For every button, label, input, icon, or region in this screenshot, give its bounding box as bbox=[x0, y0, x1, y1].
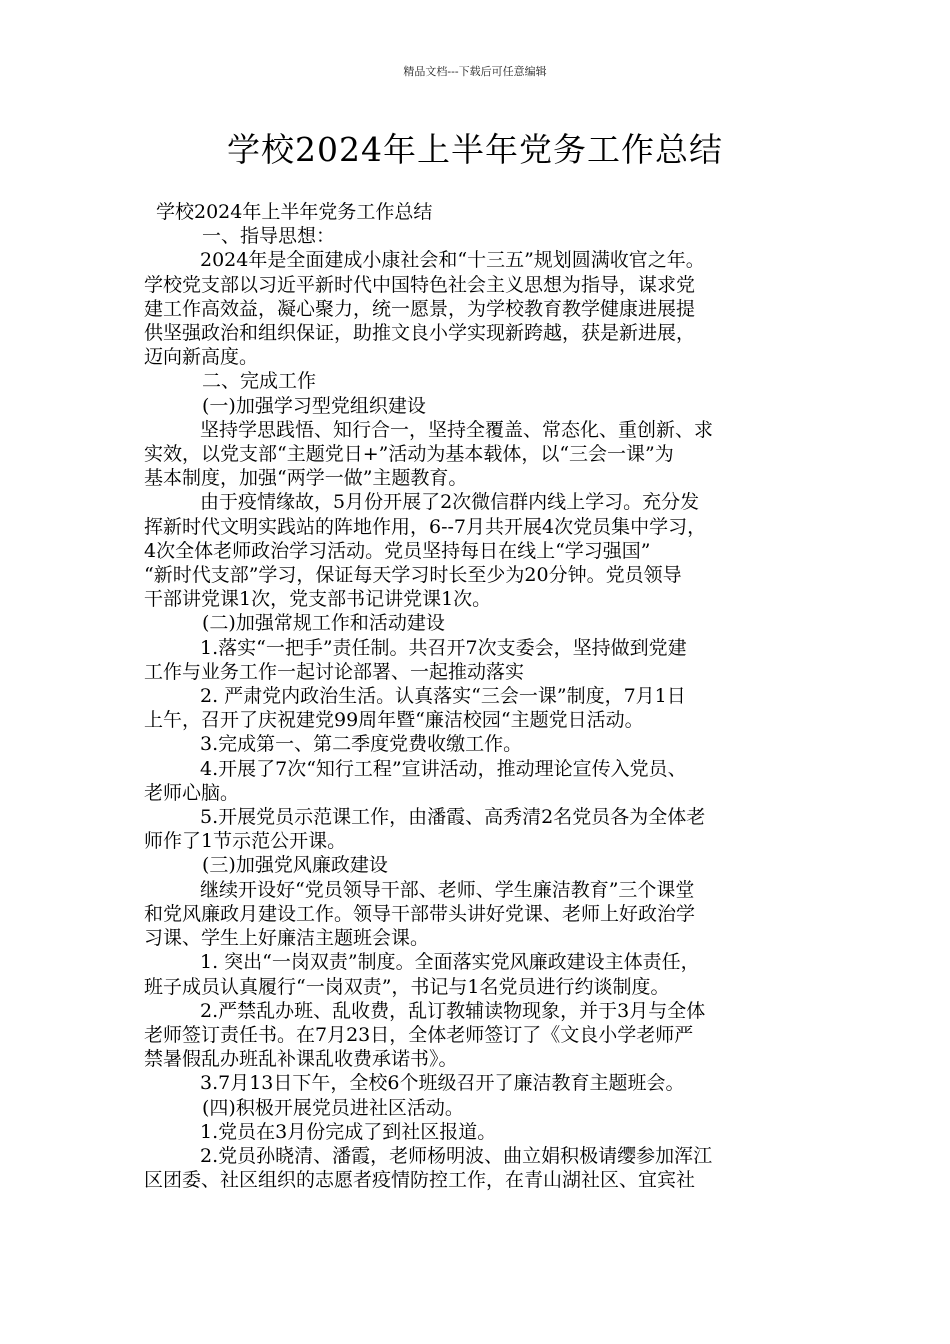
text-line: 干部讲党课1次，党支部书记讲党课1次。 bbox=[144, 588, 492, 611]
text-line: 坚持学思践悟、知行合一，坚持全覆盖、常态化、重创新、求 bbox=[200, 418, 714, 441]
text-line: 习课、学生上好廉洁主题班会课。 bbox=[144, 927, 430, 950]
text-line: 2. 严肃党内政治生活。认真落实“三会一课”制度，7月1日 bbox=[200, 685, 686, 708]
text-line: 2.党员孙晓清、潘霞，老师杨明波、曲立娟积极请缨参加浑江 bbox=[200, 1144, 713, 1167]
document-title: 学校2024年上半年党务工作总结 bbox=[227, 130, 723, 169]
page-header-note: 精品文档---下载后可任意编辑 bbox=[403, 65, 547, 78]
text-line: 二、完成工作 bbox=[202, 370, 317, 393]
text-line: 继续开设好“党员领导干部、老师、学生廉洁教育”三个课堂 bbox=[200, 878, 695, 901]
text-line: 3.7月13日下午，全校6个班级召开了廉洁教育主题班会。 bbox=[200, 1072, 685, 1095]
text-line: 上午，召开了庆祝建党99周年暨“廉洁校园“主题党日活动。 bbox=[144, 709, 644, 732]
text-line: 区团委、社区组织的志愿者疫情防控工作，在青山湖社区、宜宾社 bbox=[144, 1169, 696, 1192]
text-line: 学校2024年上半年党务工作总结 bbox=[156, 201, 433, 223]
text-line: 建工作高效益，凝心聚力，统一愿景，为学校教育教学健康进展提 bbox=[144, 297, 696, 320]
text-line: 师作了1节示范公开课。 bbox=[144, 830, 347, 853]
text-line: 挥新时代文明实践站的阵地作用，6--7月共开展4次党员集中学习， bbox=[144, 515, 707, 538]
text-line: 老师签订责任书。在7月23日，全体老师签订了《文良小学老师严 bbox=[144, 1023, 694, 1046]
text-line: 2024年是全面建成小康社会和“十三五”规划圆满收官之年。 bbox=[200, 249, 705, 272]
text-line: (一)加强学习型党组织建设 bbox=[202, 394, 426, 417]
text-line: 和党风廉政月建设工作。领导干部带头讲好党课、老师上好政治学 bbox=[144, 902, 696, 925]
text-line: 学校党支部以习近平新时代中国特色社会主义思想为指导，谋求党 bbox=[144, 273, 696, 296]
text-line: “新时代支部”学习，保证每天学习时长至少为20分钟。党员领导 bbox=[144, 564, 682, 587]
text-line: 老师心脑。 bbox=[144, 781, 240, 804]
text-line: 4.开展了7次“知行工程”宣讲活动，推动理论宣传入党员、 bbox=[200, 757, 687, 780]
text-line: 5.开展党员示范课工作，由潘霞、高秀清2名党员各为全体老 bbox=[200, 806, 706, 829]
text-line: (二)加强常规工作和活动建设 bbox=[202, 612, 445, 635]
text-line: 迈向新高度。 bbox=[144, 346, 259, 369]
text-line: 2.严禁乱办班、乱收费，乱订教辅读物现象，并于3月与全体 bbox=[200, 999, 706, 1022]
text-line: (三)加强党风廉政建设 bbox=[202, 854, 388, 877]
text-line: 1.落实“一把手”责任制。共召开7次支委会，坚持做到党建 bbox=[200, 636, 687, 659]
text-line: 4次全体老师政治学习活动。党员坚持每日在线上“学习强国” bbox=[144, 539, 651, 562]
text-line: 班子成员认真履行“一岗双责”，书记与1名党员进行约谈制度。 bbox=[144, 975, 670, 998]
text-line: 供坚强政治和组织保证，助推文良小学实现新跨越，获是新进展， bbox=[144, 322, 696, 345]
text-line: 一、指导思想： bbox=[202, 225, 336, 248]
text-line: 1. 突出“一岗双责”制度。全面落实党风廉政建设主体责任， bbox=[200, 951, 700, 974]
text-line: (四)积极开展党员进社区活动。 bbox=[202, 1096, 464, 1119]
document-body bbox=[144, 200, 824, 1192]
text-line: 工作与业务工作一起讨论部署、一起推动落实 bbox=[144, 660, 525, 683]
text-line: 基本制度，加强“两学一做”主题教育。 bbox=[144, 467, 468, 490]
text-line: 1.党员在3月份完成了到社区报道。 bbox=[200, 1120, 497, 1143]
text-line: 实效，以党支部“主题党日+”活动为基本载体，以“三会一课”为 bbox=[144, 443, 674, 466]
text-line: 由于疫情缘故，5月份开展了2次微信群内线上学习。充分发 bbox=[200, 491, 700, 514]
text-line: 3.完成第一、第二季度党费收缴工作。 bbox=[200, 733, 523, 756]
text-line: 禁暑假乱办班乱补课乱收费承诺书》。 bbox=[144, 1048, 458, 1071]
